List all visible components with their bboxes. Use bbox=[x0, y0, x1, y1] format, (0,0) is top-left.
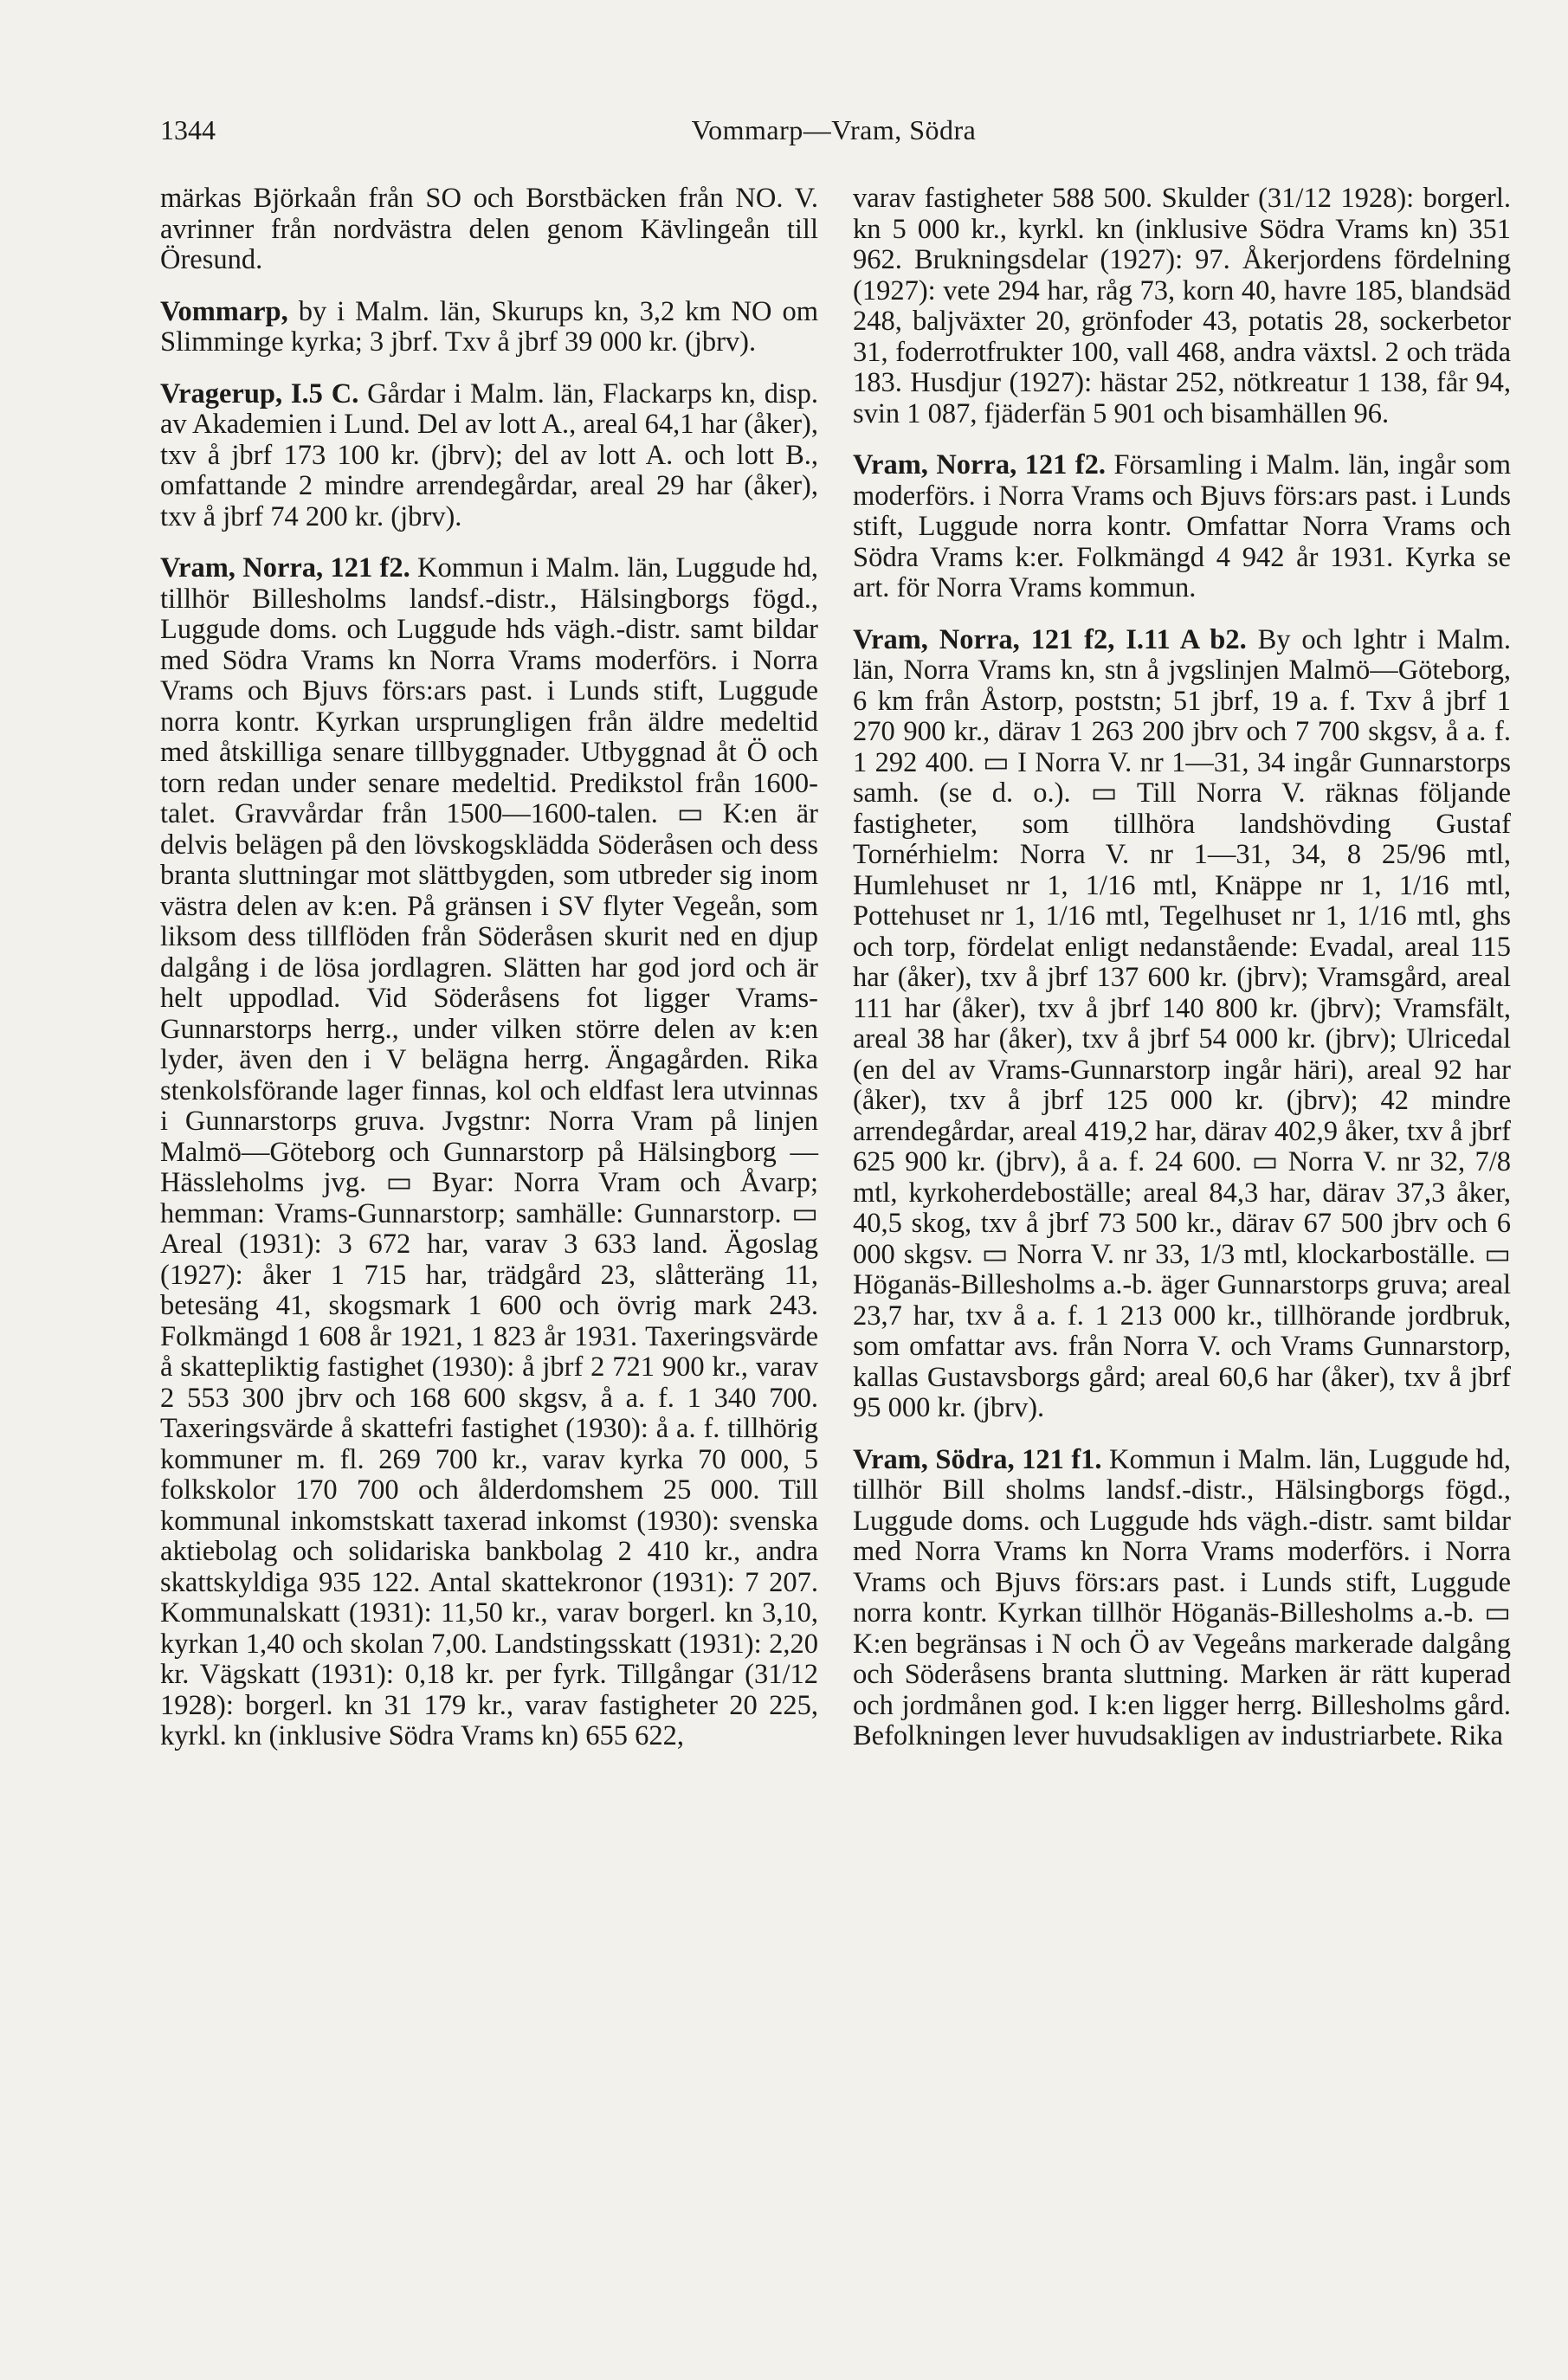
entry-headword: Vram, Norra, 121 f2, I.11 A b2. bbox=[853, 623, 1247, 655]
entry-text: Gårdar i Malm. län, Flackarps kn, disp. av Akademien i Lund. Del av lott A., areal 64,1 har (åker), txv å jbrf 173 100 kr. (jbrv); del av lott A. och lott B., omfattande 2 mindre arrendegårdar, areal 29 har (åker), txv å jbrf 74 200 kr. (jbrv). bbox=[160, 377, 819, 532]
entry-text: Kommun i Malm. län, Luggude hd, tillhör Bill sholms landsf.-distr., Hälsingborgs fögd., Luggude doms. och Luggude hds vägh.-distr. samt bildar med Norra Vrams kn Norra Vrams moderförs. i Norra Vrams och Bjuvs förs:ars past. i Lunds stift, Luggude norra kontr. Kyrkan tillhör Höganäs-Billesholms a.-b. ▭ K:en begränsas i N och Ö av Vegeåns markerade dalgång och Söderåsens branta sluttning. Marken är rätt kuperad och jordmånen god. I k:en ligger herrg. Billesholms gård. Befolkningen lever huvudsakligen av industriarbete. Rika bbox=[853, 1443, 1511, 1751]
dictionary-entry bbox=[853, 184, 1511, 429]
dictionary-entry bbox=[160, 297, 818, 358]
running-title: Vommarp—Vram, Södra bbox=[691, 114, 977, 145]
right-column bbox=[853, 184, 1511, 1773]
entry-text: märkas Björkaån från SO och Borstbäcken från NO. V. avrinner från nordvästra delen genom Kävlingeån till Öresund. bbox=[160, 183, 818, 275]
entry-text: By och lghtr i Malm. län, Norra Vrams kn, stn å jvgslinjen Malmö—Göteborg, 6 km från Åstorp, poststn; 51 jbrf, 19 a. f. Txv å jbrf 1 270 900 kr., därav 1 263 200 jbrv och 7 700 skgsv, å a. f. 1 292 400. ▭ I Norra V. nr 1—31, 34 ingår Gunnarstorps samh. (se d. o.). ▭ Till Norra V. räknas följande fastigheter, som tillhöra landshövding Gustaf Tornérhielm: Norra V. nr 1—31, 34, 8 25/96 mtl, Humlehuset nr 1, 1/16 mtl, Knäppe nr 1, 1/16 mtl, Pottehuset nr 1, 1/16 mtl, Tegelhuset nr 1, 1/16 mtl, ghs och torp, fördelat enligt nedanstående: Evadal, areal 115 har (åker), txv å jbrf 137 600 kr. (jbrv); Vramsgård, areal 111 har (åker), txv å jbrf 140 800 kr. (jbrv); Vramsfält, areal 38 har (åker), txv å jbrf 54 000 kr. (jbrv); Ulricedal (en del av Vrams-Gunnarstorp ingår häri), areal 92 har (åker), txv å jbrf 125 000 kr. (jbrv); 42 mindre arrendegårdar, areal 419,2 har, därav 402,9 åker, txv å jbrf 625 900 kr. (jbrv), å a. f. 24 600. ▭ Norra V. nr 32, 7/8 mtl, kyrkoherdeboställe; areal 84,3 har, därav 37,3 åker, 40,5 skog, txv å jbrf 73 500 kr., därav 67 500 jbrv och 6 000 skgsv. ▭ Norra V. nr 33, 1/3 mtl, klockarboställe. ▭ Höganäs-Billesholms a.-b. äger Gunnarstorps gruva; areal 23,7 har, txv å a. f. 1 213 000 kr., tillhörande jordbruk, som omfattar avs. från Norra V. och Vrams Gunnarstorp, kallas Gustavsborgs gård; areal 60,6 har (åker), txv å jbrf 95 000 kr. (jbrv). bbox=[853, 623, 1511, 1423]
entry-headword: Vragerup, I.5 C. bbox=[160, 377, 359, 410]
entry-text: Församling i Malm. län, ingår som moderförs. i Norra Vrams och Bjuvs förs:ars past. i Lunds stift, Luggude norra kontr. Omfattar Norra Vrams och Södra Vrams k:er. Folkmängd 4 942 år 1931. Kyrka se art. för Norra Vrams kommun. bbox=[853, 449, 1511, 603]
entry-headword: Vram, Södra, 121 f1. bbox=[853, 1443, 1102, 1475]
dictionary-entry bbox=[853, 1445, 1511, 1752]
entry-text: by i Malm. län, Skurups kn, 3,2 km NO om Slimminge kyrka; 3 jbrf. Txv å jbrf 39 000 kr. (jbrv). bbox=[160, 295, 818, 358]
left-column bbox=[160, 184, 818, 1773]
dictionary-entry bbox=[853, 625, 1511, 1424]
page-number: 1344 bbox=[160, 114, 216, 145]
dictionary-entry bbox=[160, 553, 818, 1752]
entry-text: varav fastigheter 588 500. Skulder (31/12 1928): borgerl. kn 5 000 kr., kyrkl. kn (inklusive Södra Vrams kn) 351 962. Brukningsdelar (1927): 97. Åkerjordens fördelning (1927): vete 294 har, råg 73, korn 40, havre 185, blandsäd 248, baljväxter 20, grönfoder 43, potatis 28, sockerbetor 31, foderrotfrukter 100, vall 468, andra växtsl. 2 och träda 183. Husdjur (1927): hästar 252, nötkreatur 1 138, får 94, svin 1 087, fjäderfän 5 901 och bisamhällen 96. bbox=[853, 183, 1511, 429]
dictionary-entry bbox=[853, 450, 1511, 604]
dictionary-entry bbox=[160, 184, 818, 276]
entry-headword: Vram, Norra, 121 f2. bbox=[160, 552, 410, 584]
entry-text: Kommun i Malm. län, Luggude hd, tillhör Billesholms landsf.-distr., Hälsingborgs fögd., Luggude doms. och Luggude hds vägh.-distr. samt bildar med Södra Vrams kn Norra Vrams moderförs. i Norra Vrams och Bjuvs förs:ars past. i Lunds stift, Luggude norra kontr. Kyrkan ursprungligen från äldre medeltid med åtskilliga senare tillbyggnader. Utbyggnad åt Ö och torn redan under senare medeltid. Predikstol från 1600-talet. Gravvårdar från 1500—1600-talen. ▭ K:en är delvis belägen på den lövskogsklädda Söderåsen och dess branta sluttningar mot slättbygden, som utbreder sig inom västra delen av k:en. På gränsen i SV flyter Vegeån, som liksom dess tillflöden från Söderåsen skurit ned en djup dalgång i de lösa jordlagren. Slätten har god jord och är helt uppodlad. Vid Söderåsens fot ligger Vrams-Gunnarstorps herrg., under vilken större delen av k:en lyder, även den i V belägna herrg. Ängagården. Rika stenkolsförande lager finnas, kol och eldfast lera utvinnas i Gunnarstorps gruva. Jvgstnr: Norra Vram på linjen Malmö—Göteborg och Gunnarstorp på Hälsingborg — Hässleholms jvg. ▭ Byar: Norra Vram och Åvarp; hemman: Vrams-Gunnarstorp; samhälle: Gunnarstorp. ▭ Areal (1931): 3 672 har, varav 3 633 land. Ägoslag (1927): åker 1 715 har, trädgård 23, slåtteräng 11, betesäng 41, skogsmark 1 600 och övrig mark 243. Folkmängd 1 608 år 1921, 1 823 år 1931. Taxeringsvärde å skattepliktig fastighet (1930): å jbrf 2 721 900 kr., varav 2 553 300 jbrv och 168 600 skgsv, å a. f. 1 340 700. Taxeringsvärde å skattefri fastighet (1930): å a. f. tillhörig kommuner m. fl. 269 700 kr., varav kyrka 70 000, 5 folkskolor 170 700 och ålderdomshem 25 000. Till kommunal inkomstskatt taxerad inkomst (1930): svenska aktiebolag och solidariska bankbolag 2 410 kr., andra skattskyldiga 935 122. Antal skattekronor (1931): 7 207. Kommunalskatt (1931): 11,50 kr., varav borgerl. kn 3,10, kyrkan 1,40 och skolan 7,00. Landstingsskatt (1931): 2,20 kr. Vägskatt (1931): 0,18 kr. per fyrk. Tillgångar (31/12 1928): borgerl. kn 31 179 kr., varav fastigheter 20 225, kyrkl. kn (inklusive Södra Vrams kn) 655 622, bbox=[160, 552, 818, 1751]
page-header bbox=[160, 114, 1507, 166]
entry-headword: Vommarp, bbox=[160, 295, 288, 327]
entry-headword: Vram, Norra, 121 f2. bbox=[853, 449, 1107, 481]
dictionary-entry bbox=[160, 379, 818, 533]
